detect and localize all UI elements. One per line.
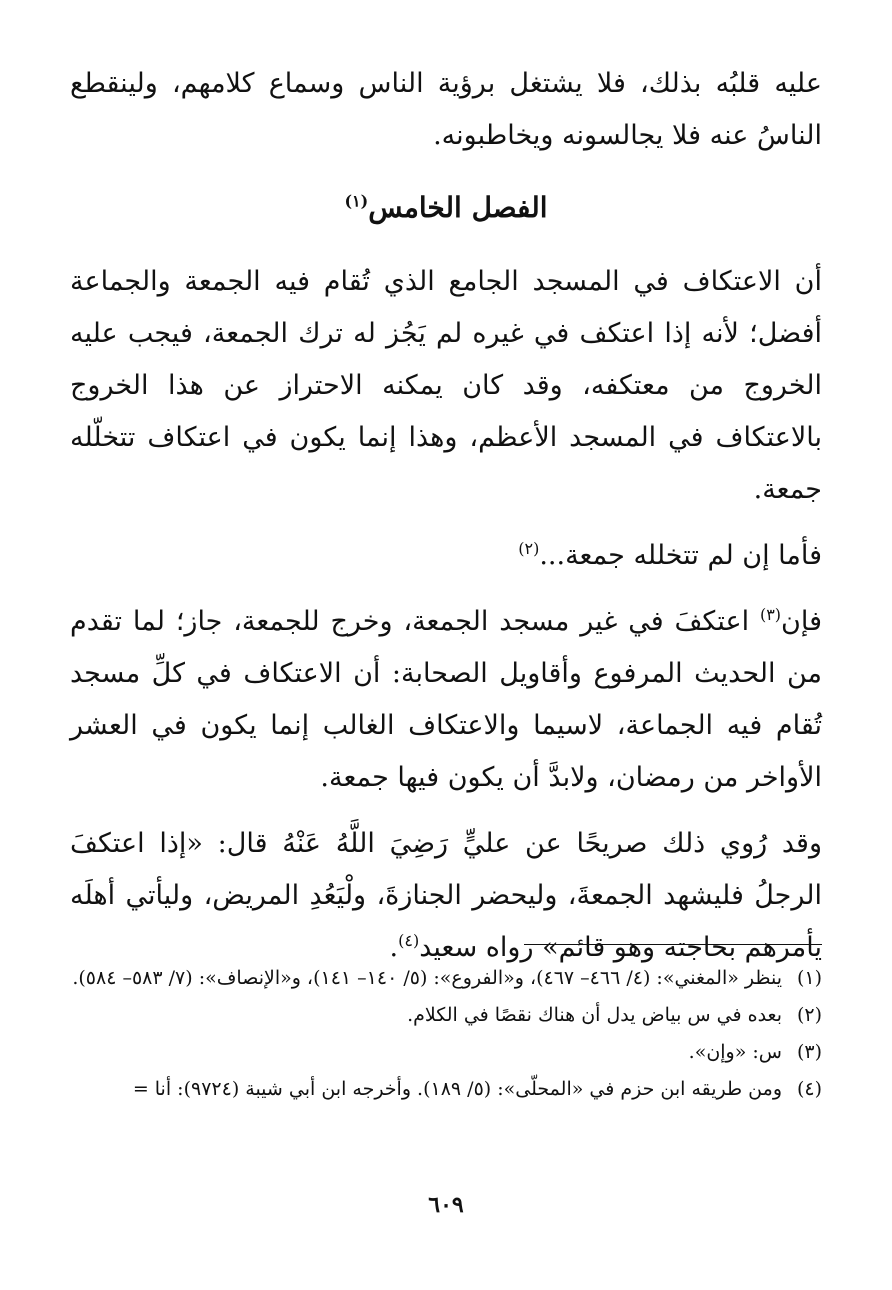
footnote-item [70,997,822,1034]
section-heading-text: الفصل الخامس [368,191,548,224]
footnote-number: (١) [796,967,822,989]
paragraph-3-start: فإن [781,606,822,637]
footnotes [70,960,822,1108]
footnote-divider [524,944,822,945]
footnote-text: ينظر «المغني»: (٤/ ٤٦٦– ٤٦٧)، و«الفروع»: (٥/ ١٤٠– ١٤١)، و«الإنصاف»: (٧/ ٥٨٣– ٥٨٤). [72,967,782,989]
footnote-number: (٤) [796,1078,822,1100]
paragraph-1-text: أن الاعتكاف في المسجد الجامع الذي تُقام فيه الجمعة والجماعة أفضل؛ لأنه إذا اعتكف في غيره لم يَجُز له ترك الجمعة، فيجب عليه الخروج من معتكفه، وقد كان يمكنه الاحتراز عن هذا الخروج بالاعتكاف في المسجد الأعظم، وهذا إنما يكون في اعتكاف تتخلّله جمعة. [70,266,822,505]
paragraph-4-end: . [389,932,399,963]
footnote-ref-4[interactable]: (٤) [398,931,420,950]
footnote-item [70,960,822,997]
footnote-ref-1[interactable]: (١) [344,191,369,211]
footnote-text: ومن طريقه ابن حزم في «المحلّى»: (٥/ ١٨٩). وأخرجه ابن أبي شيبة (٩٧٢٤): أنا = [132,1078,782,1100]
section-heading [70,182,822,234]
footnote-item [70,1071,822,1108]
paragraph-continuation [70,58,822,162]
footnote-text: س: «وإن». [688,1041,782,1063]
paragraph-2-text: فأما إن لم تتخلله جمعة... [539,540,822,571]
footnote-text: بعده في س بياض يدل أن هناك نقصًا في الكلام. [407,1004,782,1026]
paragraph-2 [70,530,822,582]
paragraph-4 [70,818,822,974]
footnote-ref-2[interactable]: (٢) [518,539,540,558]
paragraph-4-text: وقد رُوي ذلك صريحًا عن عليٍّ رَضِيَ اللَّهُ عَنْهُ قال: «إذا اعتكفَ الرجلُ فليشهد الجمعةَ، وليحضر الجنازةَ، ولْيَعُدِ المريض، وليأتي أهلَه يأمرهم بحاجته وهو قائم» رواه سعيد [70,828,822,963]
footnote-number: (٢) [796,1004,822,1026]
paragraph-1 [70,256,822,516]
footnote-number: (٣) [796,1041,822,1063]
footnote-item [70,1034,822,1071]
page-body [70,58,822,974]
page-number: ٦٠٩ [428,1192,464,1218]
footnote-ref-3[interactable]: (٣) [759,605,782,624]
paragraph-continuation-text: عليه قلبُه بذلك، فلا يشتغل برؤية الناس وسماع كلامهم، ولينقطع الناسُ عنه فلا يجالسونه ويخاطبونه. [70,68,822,151]
paragraph-3-text: اعتكفَ في غير مسجد الجمعة، وخرج للجمعة، جاز؛ لما تقدم من الحديث المرفوع وأقاويل الصحابة: أن الاعتكاف في كلِّ مسجد تُقام فيه الجماعة، لاسيما والاعتكاف الغالب إنما يكون في العشر الأواخر من رمضان، ولابدَّ أن يكون فيها جمعة. [70,606,822,793]
paragraph-3 [70,596,822,804]
